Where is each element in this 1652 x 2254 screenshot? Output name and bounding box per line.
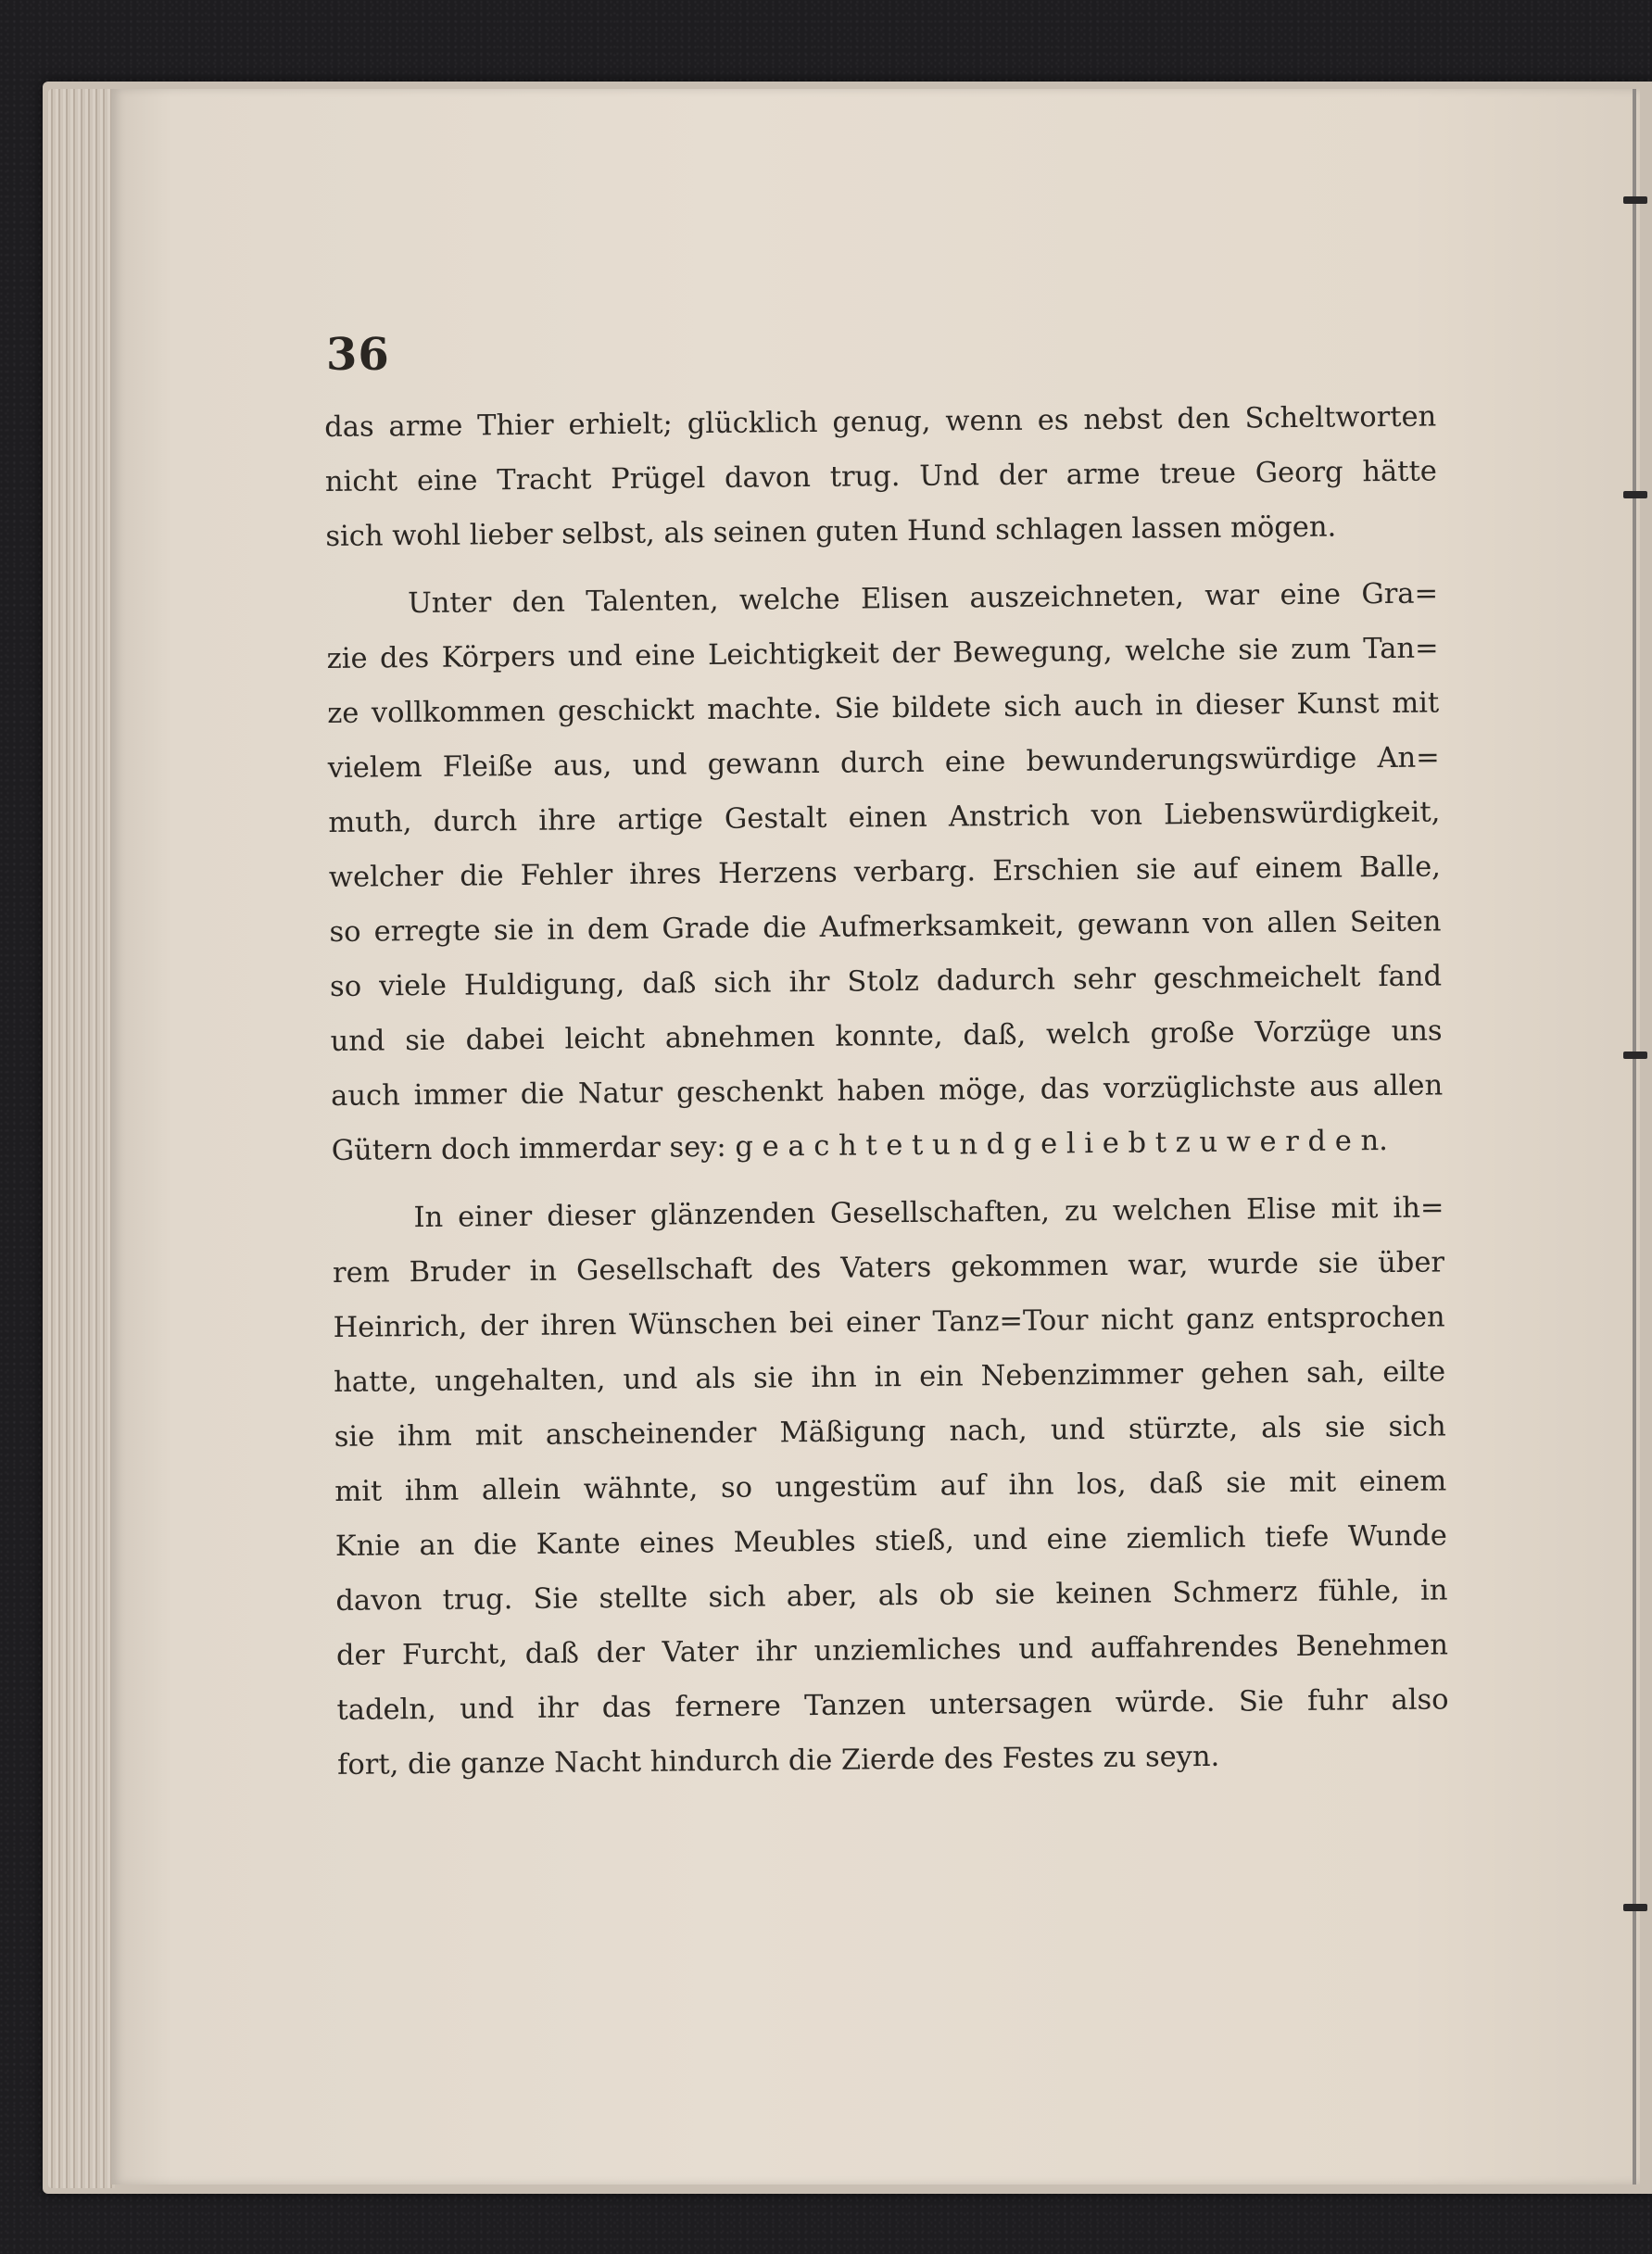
text-line: In einer dieser glänzenden Gesellschaften, zu welchen Elise mit ih= xyxy=(413,1191,1444,1235)
text-line: sie ihm mit anscheinender Mäßigung nach, und stürzte, als sie sich xyxy=(334,1410,1446,1454)
text-line: das arme Thier erhielt; glücklich genug, wenn es nebst den Scheltworten xyxy=(324,400,1437,444)
page-edge-line xyxy=(1633,89,1636,2185)
text-line: muth, durch ihre artige Gestalt einen Anstrich von Liebenswürdigkeit, xyxy=(328,796,1441,839)
paragraph xyxy=(326,566,1444,1177)
text-line: auch immer die Natur geschenkt haben möge, das vorzüglichste aus allen xyxy=(331,1069,1444,1113)
edge-mark xyxy=(1623,196,1647,204)
text-line: der Furcht, daß der Vater ihr unziemliches und auffahrendes Benehmen xyxy=(335,1629,1449,1672)
paragraph xyxy=(332,1180,1449,1792)
page-edges xyxy=(48,89,115,2188)
body-text xyxy=(324,389,1449,1792)
text-line: sich wohl lieber selbst, als seinen guten Hund schlagen lassen mögen. xyxy=(325,510,1337,553)
text-line: so viele Huldigung, daß sich ihr Stolz dadurch sehr geschmeichelt fand xyxy=(329,960,1443,1003)
text-line: so erregte sie in dem Grade die Aufmerksamkeit, gewann von allen Seiten xyxy=(329,905,1442,949)
edge-mark xyxy=(1623,1051,1647,1059)
text-line: ze vollkommen geschickt machte. Sie bildete sich auch in dieser Kunst mit xyxy=(327,686,1440,730)
text-line: Heinrich, der ihren Wünschen bei einer Tanz=Tour nicht ganz entsprochen xyxy=(333,1301,1445,1344)
edge-mark xyxy=(1623,1904,1647,1911)
page-number: 36 xyxy=(326,329,390,381)
text-line: Knie an die Kante eines Meubles stieß, und eine ziemlich tiefe Wunde xyxy=(334,1519,1447,1563)
text-line: Unter den Talenten, welche Elisen auszeichneten, war eine Gra= xyxy=(407,577,1439,621)
text-line: tadeln, und ihr das fernere Tanzen untersagen würde. Sie fuhr also xyxy=(336,1683,1449,1727)
text-line: welcher die Fehler ihres Herzens verbarg. Erschien sie auf einem Balle, xyxy=(328,850,1442,894)
text-line: rem Bruder in Gesellschaft des Vaters gekommen war, wurde sie über xyxy=(332,1246,1445,1290)
text-line: davon trug. Sie stellte sich aber, als ob sie keinen Schmerz fühle, in xyxy=(335,1574,1448,1618)
text-line: hatte, ungehalten, und als sie ihn in ein Nebenzimmer gehen sah, eilte xyxy=(334,1355,1446,1399)
edge-mark xyxy=(1623,491,1647,498)
text-line: mit ihm allein wähnte, so ungestüm auf ihn los, daß sie mit einem xyxy=(334,1465,1447,1508)
text-line: nicht eine Tracht Prügel davon trug. Und der arme treue Georg hätte xyxy=(324,455,1437,498)
text-line: vielem Fleiße aus, und gewann durch eine bewunderungswürdige An= xyxy=(327,741,1440,785)
text-line: und sie dabei leicht abnehmen konnte, daß, welch große Vorzüge uns xyxy=(330,1014,1443,1058)
text-line: fort, die ganze Nacht hindurch die Zierde des Festes zu seyn. xyxy=(336,1740,1220,1782)
text-line: zie des Körpers und eine Leichtigkeit der Bewegung, welche sie zum Tan= xyxy=(326,632,1439,675)
paragraph xyxy=(324,389,1438,564)
text-line: Gütern doch immerdar sey: g e a c h t e t u n d g e l i e b t z u w e r d e n. xyxy=(331,1125,1389,1167)
